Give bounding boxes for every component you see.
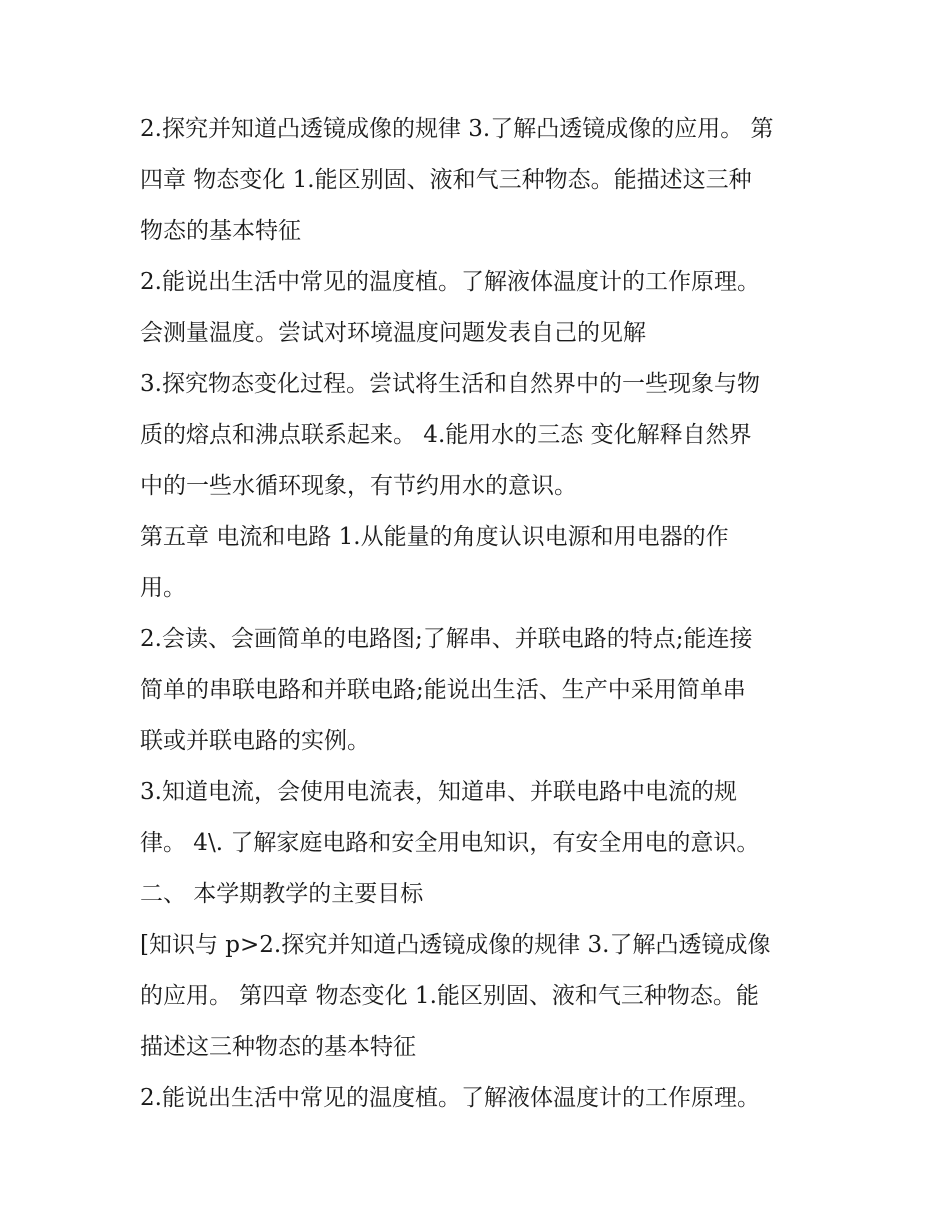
text-line-1: 2.探究并知道凸透镜成像的规律 3.了解凸透镜成像的应用。 第 bbox=[140, 116, 774, 142]
text-line-13: 联或并联电路的实例。 bbox=[140, 728, 370, 754]
text-line-2: 四章 物态变化 1.能区别固、液和气三种物态。能描述这三种 bbox=[140, 167, 752, 193]
text-line-3: 物态的基本特征 bbox=[140, 218, 301, 244]
text-line-10: 用。 bbox=[140, 575, 186, 601]
text-line-7: 质的熔点和沸点联系起来。 4.能用水的三态 变化解释自然界 bbox=[140, 422, 752, 448]
text-line-19: 描述这三种物态的基本特征 bbox=[140, 1034, 416, 1060]
text-line-6: 3.探究物态变化过程。尝试将生活和自然界中的一些现象与物 bbox=[140, 371, 760, 397]
text-line-12: 简单的串联电路和并联电路;能说出生活、生产中采用简单串 bbox=[140, 677, 746, 703]
text-line-18: 的应用。 第四章 物态变化 1.能区别固、液和气三种物态。能 bbox=[140, 983, 759, 1009]
text-line-4: 2.能说出生活中常见的温度植。了解液体温度计的工作原理。 bbox=[140, 269, 760, 295]
text-line-11: 2.会读、会画简单的电路图;了解串、并联电路的特点;能连接 bbox=[140, 626, 753, 652]
text-line-14: 3.知道电流，会使用电流表，知道串、并联电路中电流的规 bbox=[140, 779, 737, 805]
document-body bbox=[140, 104, 820, 1124]
text-line-15: 律。 4\. 了解家庭电路和安全用电知识，有安全用电的意识。 bbox=[140, 830, 760, 856]
text-line-5: 会测量温度。尝试对环境温度问题发表自己的见解 bbox=[140, 320, 646, 346]
section-heading: 二、 本学期教学的主要目标 bbox=[140, 881, 424, 907]
text-line-17: [知识与 p>2.探究并知道凸透镜成像的规律 3.了解凸透镜成像 bbox=[140, 932, 771, 958]
text-line-8: 中的一些水循环现象，有节约用水的意识。 bbox=[140, 473, 577, 499]
text-line-20: 2.能说出生活中常见的温度植。了解液体温度计的工作原理。 bbox=[140, 1085, 760, 1111]
text-line-9: 第五章 电流和电路 1.从能量的角度认识电源和用电器的作 bbox=[140, 524, 729, 550]
